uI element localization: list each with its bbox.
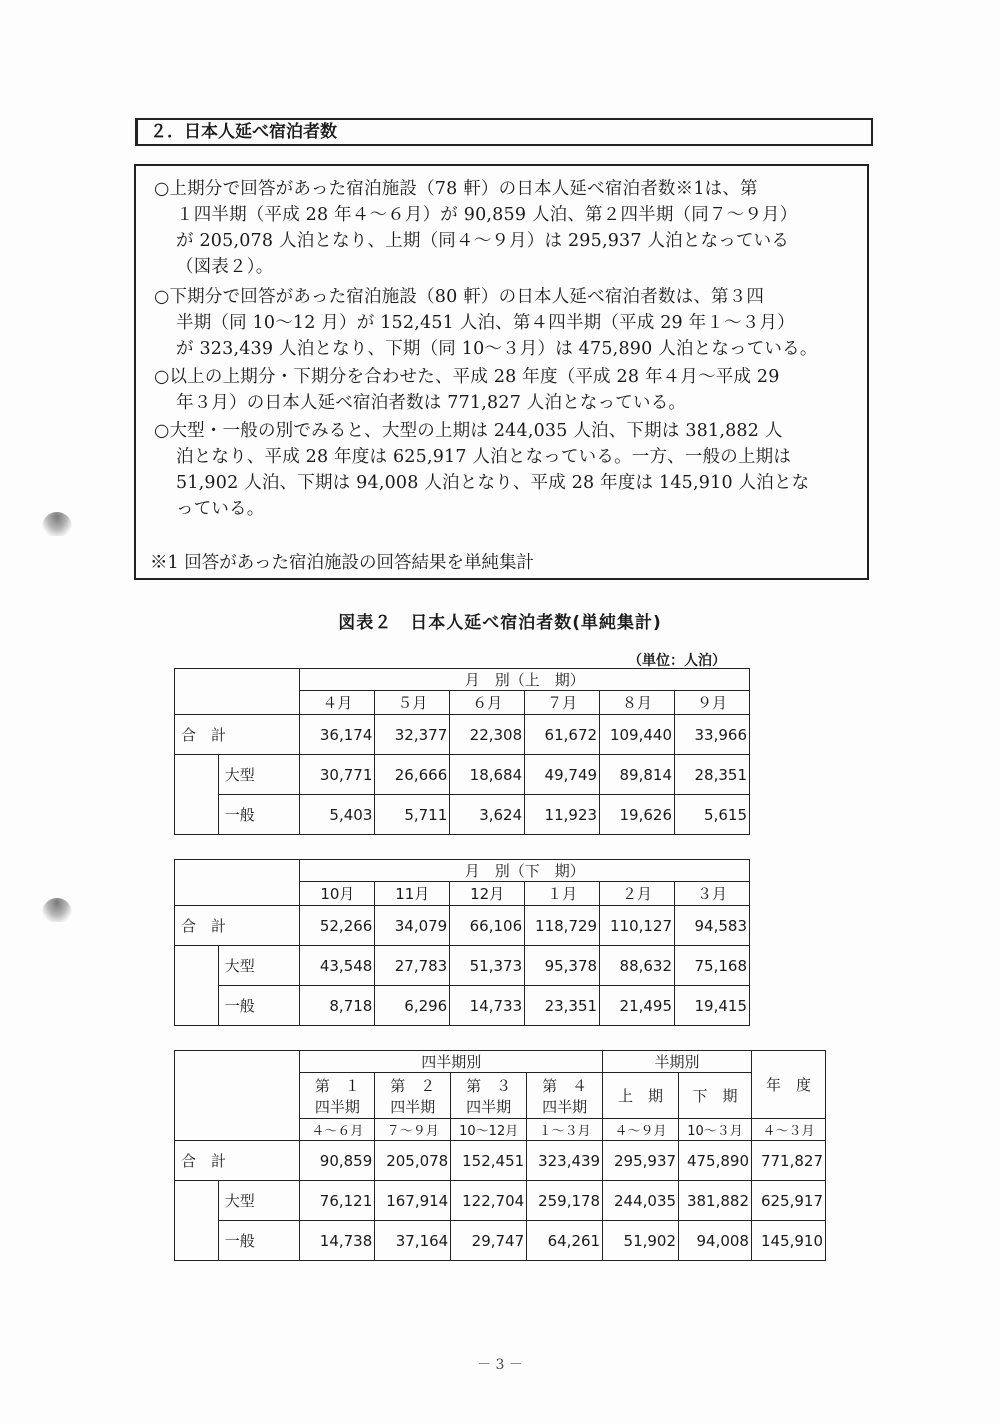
range-header: ４～６月 — [300, 1119, 375, 1141]
cell-value: 625,917 — [751, 1181, 825, 1221]
header-line: 四半期 — [542, 1097, 588, 1116]
row-label: 大型 — [218, 946, 300, 986]
row-label: 合 計 — [175, 1141, 300, 1181]
range-header: ７～９月 — [375, 1119, 451, 1141]
cell-value: 61,672 — [525, 715, 600, 755]
table-row — [175, 986, 750, 1026]
cell-value: 3,624 — [450, 795, 525, 835]
table-row — [175, 946, 750, 986]
paragraph-line: 年３月）の日本人延べ宿泊者数は 771,827 人泊となっている。 — [176, 393, 687, 413]
column-header — [527, 1073, 603, 1119]
cell-value: 33,966 — [675, 715, 750, 755]
punch-hole-mark — [42, 898, 72, 922]
table-corner-cell — [175, 1051, 300, 1141]
cell-value: 381,882 — [679, 1181, 752, 1221]
row-label: 大型 — [218, 1181, 300, 1221]
cell-value: 32,377 — [375, 715, 450, 755]
column-header: ４月 — [300, 691, 375, 715]
column-header: ９月 — [675, 691, 750, 715]
cell-value: 89,814 — [600, 755, 675, 795]
section-title: ２．日本人延べ宿泊者数 — [135, 118, 873, 146]
cell-value: 205,078 — [375, 1141, 451, 1181]
cell-value: 259,178 — [527, 1181, 603, 1221]
cell-value: 51,373 — [450, 946, 525, 986]
indent-cell — [175, 1181, 219, 1261]
cell-value: 26,666 — [375, 755, 450, 795]
cell-value: 94,583 — [675, 906, 750, 946]
paragraph-line: １四半期（平成 28 年４～６月）が 90,859 人泊、第２四半期（同７～９月） — [176, 205, 798, 225]
page-number: － 3 － — [477, 1357, 523, 1373]
row-label: 一般 — [218, 986, 300, 1026]
paragraph-line: （図表２）。 — [176, 257, 274, 277]
summary-paragraph-2 — [154, 284, 862, 362]
column-header: ８月 — [600, 691, 675, 715]
cell-value: 122,704 — [451, 1181, 527, 1221]
paragraph-line: が 205,078 人泊となり、上期（同４～９月）は 295,937 人泊となっている — [176, 231, 790, 251]
cell-value: 11,923 — [525, 795, 600, 835]
row-label: 合 計 — [175, 906, 300, 946]
header-line: 四半期 — [314, 1097, 360, 1116]
cell-value: 118,729 — [525, 906, 600, 946]
cell-value: 110,127 — [600, 906, 675, 946]
header-line: 第 ４ — [542, 1076, 588, 1095]
cell-value: 475,890 — [679, 1141, 752, 1181]
range-header: 10～３月 — [679, 1119, 752, 1141]
cell-value: 49,749 — [525, 755, 600, 795]
column-header: 上 期 — [603, 1073, 679, 1119]
indent-cell — [175, 946, 219, 1026]
cell-value: 14,733 — [450, 986, 525, 1026]
cell-value: 90,859 — [300, 1141, 375, 1181]
column-header: １月 — [525, 882, 600, 906]
column-header: ７月 — [525, 691, 600, 715]
indent-cell — [175, 755, 219, 835]
cell-value: 95,378 — [525, 946, 600, 986]
column-header: ５月 — [375, 691, 450, 715]
footnote: ※1 回答があった宿泊施設の回答結果を単純集計 — [150, 553, 535, 573]
cell-value: 36,174 — [300, 715, 375, 755]
column-header — [451, 1073, 527, 1119]
cell-value: 43,548 — [300, 946, 375, 986]
header-line: 第 ２ — [390, 1076, 436, 1095]
paragraph-line: ○下期分で回答があった宿泊施設（80 軒）の日本人延べ宿泊者数は、第３四 — [154, 287, 765, 307]
cell-value: 52,266 — [300, 906, 375, 946]
cell-value: 34,079 — [375, 906, 450, 946]
table-corner-cell — [175, 860, 300, 906]
table-row — [175, 755, 750, 795]
cell-value: 244,035 — [603, 1181, 679, 1221]
header-line: 四半期 — [390, 1097, 436, 1116]
summary-paragraph-4 — [154, 418, 862, 522]
row-label: 合 計 — [175, 715, 300, 755]
cell-value: 109,440 — [600, 715, 675, 755]
column-header — [300, 1073, 375, 1119]
cell-value: 29,747 — [451, 1221, 527, 1261]
paragraph-line: 51,902 人泊、下期は 94,008 人泊となり、平成 28 年度は 145,910 人泊とな — [176, 473, 810, 493]
table-row — [175, 1181, 826, 1221]
figure-title: 図表２ 日本人延べ宿泊者数(単純集計) — [338, 613, 662, 633]
cell-value: 6,296 — [375, 986, 450, 1026]
column-header: ６月 — [450, 691, 525, 715]
table-row — [175, 1221, 826, 1261]
cell-value: 14,738 — [300, 1221, 375, 1261]
table-corner-cell — [175, 669, 300, 715]
paragraph-line: っている。 — [176, 499, 265, 519]
paragraph-line: ○大型・一般の別でみると、大型の上期は 244,035 人泊、下期は 381,882 人 — [154, 421, 783, 441]
cell-value: 771,827 — [751, 1141, 825, 1181]
row-label: 一般 — [218, 795, 300, 835]
header-line: 第 ３ — [466, 1076, 512, 1095]
column-header: ２月 — [600, 882, 675, 906]
cell-value: 23,351 — [525, 986, 600, 1026]
column-header: ３月 — [675, 882, 750, 906]
punch-hole-mark — [42, 512, 72, 536]
cell-value: 18,684 — [450, 755, 525, 795]
paragraph-line: が 323,439 人泊となり、下期（同 10～３月）は 475,890 人泊となっている。 — [176, 339, 818, 359]
header-line: 四半期 — [466, 1097, 512, 1116]
table-second-half — [174, 859, 750, 1026]
table-first-half — [174, 668, 750, 835]
column-header: 11月 — [375, 882, 450, 906]
cell-value: 8,718 — [300, 986, 375, 1026]
cell-value: 5,711 — [375, 795, 450, 835]
cell-value: 22,308 — [450, 715, 525, 755]
cell-value: 88,632 — [600, 946, 675, 986]
paragraph-line: ○上期分で回答があった宿泊施設（78 軒）の日本人延べ宿泊者数※1は、第 — [154, 179, 758, 199]
cell-value: 64,261 — [527, 1221, 603, 1261]
column-header: 下 期 — [679, 1073, 752, 1119]
cell-value: 167,914 — [375, 1181, 451, 1221]
cell-value: 66,106 — [450, 906, 525, 946]
cell-value: 5,615 — [675, 795, 750, 835]
column-header — [375, 1073, 451, 1119]
column-header: 12月 — [450, 882, 525, 906]
table-row — [175, 906, 750, 946]
cell-value: 295,937 — [603, 1141, 679, 1181]
unit-label: （単位：人泊） — [628, 653, 726, 669]
summary-paragraph-3 — [154, 364, 862, 416]
paragraph-line: 半期（同 10～12 月）が 152,451 人泊、第４四半期（平成 29 年１～３月） — [176, 313, 795, 333]
header-line: 第 １ — [314, 1076, 360, 1095]
year-header: 年 度 — [751, 1051, 825, 1119]
cell-value: 75,168 — [675, 946, 750, 986]
cell-value: 21,495 — [600, 986, 675, 1026]
cell-value: 152,451 — [451, 1141, 527, 1181]
table-summary — [174, 1050, 826, 1261]
paragraph-line: 泊となり、平成 28 年度は 625,917 人泊となっている。一方、一般の上期は — [176, 447, 792, 467]
table-row — [175, 795, 750, 835]
cell-value: 28,351 — [675, 755, 750, 795]
range-header: １～３月 — [527, 1119, 603, 1141]
range-header: ４～９月 — [603, 1119, 679, 1141]
cell-value: 5,403 — [300, 795, 375, 835]
row-label: 大型 — [218, 755, 300, 795]
cell-value: 37,164 — [375, 1221, 451, 1261]
row-label: 一般 — [218, 1221, 300, 1261]
cell-value: 323,439 — [527, 1141, 603, 1181]
cell-value: 76,121 — [300, 1181, 375, 1221]
range-header: 10～12月 — [451, 1119, 527, 1141]
cell-value: 27,783 — [375, 946, 450, 986]
cell-value: 19,415 — [675, 986, 750, 1026]
column-header: 10月 — [300, 882, 375, 906]
group-header: 月 別（下 期） — [300, 860, 750, 882]
group-header: 月 別（上 期） — [300, 669, 750, 691]
cell-value: 19,626 — [600, 795, 675, 835]
range-header: ４～３月 — [751, 1119, 825, 1141]
cell-value: 94,008 — [679, 1221, 752, 1261]
cell-value: 30,771 — [300, 755, 375, 795]
summary-paragraph-1 — [154, 176, 862, 280]
table-row — [175, 715, 750, 755]
quarter-group-header: 四半期別 — [300, 1051, 603, 1073]
cell-value: 51,902 — [603, 1221, 679, 1261]
half-group-header: 半期別 — [603, 1051, 752, 1073]
cell-value: 145,910 — [751, 1221, 825, 1261]
table-row — [175, 1141, 826, 1181]
paragraph-line: ○以上の上期分・下期分を合わせた、平成 28 年度（平成 28 年４月～平成 29 — [154, 367, 780, 387]
